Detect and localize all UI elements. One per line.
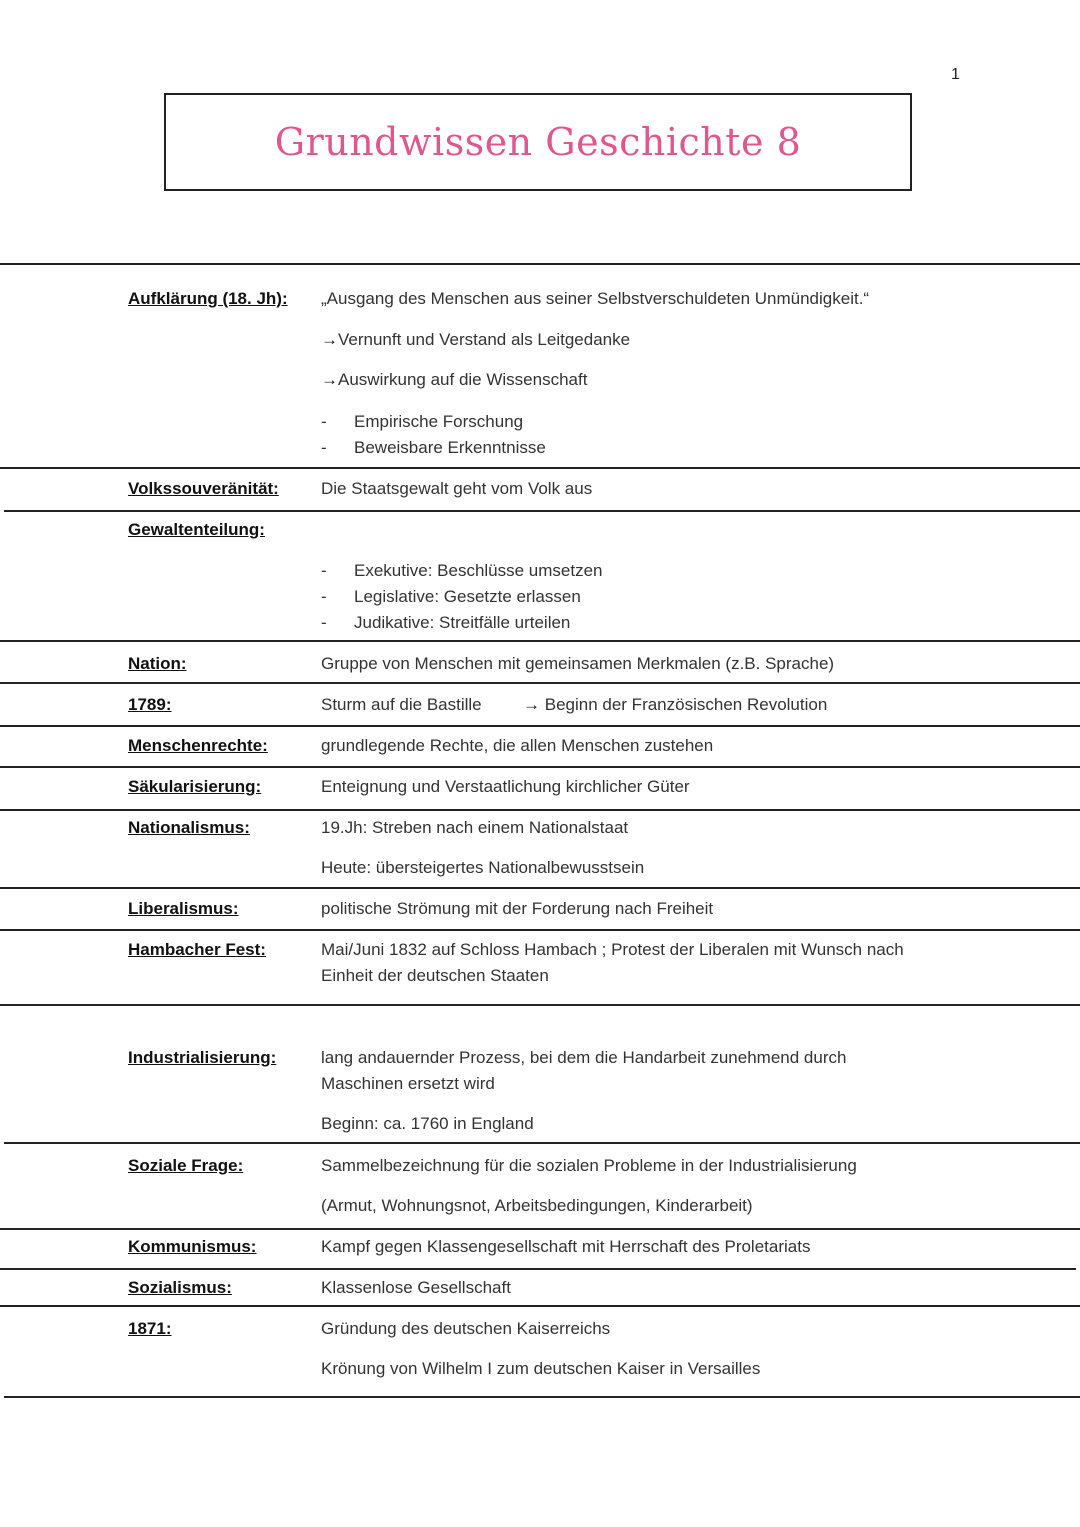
- dash-bullet-icon: -: [321, 587, 327, 606]
- definition-text: Beginn: ca. 1760 in England: [321, 1114, 534, 1133]
- term-saekularisierung: Säkularisierung:: [128, 777, 262, 796]
- definition-text: grundlegende Rechte, die allen Menschen zustehen: [321, 736, 714, 755]
- dash-bullet-icon: -: [321, 412, 327, 431]
- definition-text: Gründung des deutschen Kaiserreichs: [321, 1319, 611, 1338]
- term-1789: 1789:: [128, 695, 172, 714]
- divider: [0, 640, 1080, 642]
- term-soziale-frage: Soziale Frage:: [128, 1156, 244, 1175]
- divider: [0, 887, 1080, 889]
- definition-text: Mai/Juni 1832 auf Schloss Hambach ; Protest der Liberalen mit Wunsch nach: [321, 940, 904, 959]
- definition-text: Vernunft und Verstand als Leitgedanke: [338, 330, 631, 349]
- term-aufklaerung: Aufklärung (18. Jh):: [128, 289, 288, 308]
- term-gewaltenteilung: Gewaltenteilung:: [128, 520, 265, 539]
- bullet-item: Empirische Forschung: [354, 412, 524, 431]
- divider: [0, 682, 1080, 684]
- arrow-right-icon: →: [321, 330, 338, 349]
- divider: [0, 1004, 1080, 1006]
- term-industrialisierung: Industrialisierung:: [128, 1048, 277, 1067]
- title-box: [164, 93, 912, 191]
- divider: [0, 467, 1080, 469]
- divider: [0, 929, 1080, 931]
- definition-point: [321, 330, 630, 350]
- bullet-item: Legislative: Gesetzte erlassen: [354, 587, 581, 606]
- term-liberalismus: Liberalismus:: [128, 899, 239, 918]
- definition-text: Sammelbezeichnung für die sozialen Probleme in der Industrialisierung: [321, 1156, 857, 1175]
- divider: [0, 1305, 1080, 1307]
- definition-result: [523, 695, 827, 715]
- term-menschenrechte: Menschenrechte:: [128, 736, 268, 755]
- definition-text: politische Strömung mit der Forderung nach Freiheit: [321, 899, 714, 918]
- definition-text: lang andauernder Prozess, bei dem die Handarbeit zunehmend durch: [321, 1048, 847, 1067]
- term-nation: Nation:: [128, 654, 187, 673]
- bullet-item: Beweisbare Erkenntnisse: [354, 438, 546, 457]
- definition-text: Einheit der deutschen Staaten: [321, 966, 549, 985]
- page-number: 1: [951, 66, 960, 83]
- page-title: Grundwissen Geschichte 8: [274, 120, 802, 164]
- divider: [4, 1396, 1080, 1398]
- arrow-right-icon: →: [523, 695, 540, 714]
- term-1871: 1871:: [128, 1319, 172, 1338]
- definition-quote: „Ausgang des Menschen aus seiner Selbstverschuldeten Unmündigkeit.“: [321, 289, 870, 308]
- divider: [0, 766, 1080, 768]
- dash-bullet-icon: -: [321, 613, 327, 632]
- term-sozialismus: Sozialismus:: [128, 1278, 232, 1297]
- term-nationalismus: Nationalismus:: [128, 818, 250, 837]
- definition-text: Sturm auf die Bastille: [321, 695, 482, 714]
- term-hambacher-fest: Hambacher Fest:: [128, 940, 266, 959]
- definition-text: Krönung von Wilhelm I zum deutschen Kaiser in Versailles: [321, 1359, 761, 1378]
- definition-text: Die Staatsgewalt geht vom Volk aus: [321, 479, 593, 498]
- divider: [0, 809, 1080, 811]
- definition-text: Kampf gegen Klassengesellschaft mit Herrschaft des Proletariats: [321, 1237, 811, 1256]
- dash-bullet-icon: -: [321, 561, 327, 580]
- dash-bullet-icon: -: [321, 438, 327, 457]
- divider: [4, 1142, 1080, 1144]
- definition-text: Heute: übersteigertes Nationalbewusstsein: [321, 858, 645, 877]
- divider: [0, 1228, 1080, 1230]
- definition-text: 19.Jh: Streben nach einem Nationalstaat: [321, 818, 629, 837]
- arrow-right-icon: →: [321, 370, 338, 389]
- definition-text: Maschinen ersetzt wird: [321, 1074, 495, 1093]
- bullet-item: Exekutive: Beschlüsse umsetzen: [354, 561, 603, 580]
- definition-text: Gruppe von Menschen mit gemeinsamen Merkmalen (z.B. Sprache): [321, 654, 835, 673]
- definition-text: Auswirkung auf die Wissenschaft: [338, 370, 588, 389]
- definition-text: Beginn der Französischen Revolution: [544, 695, 828, 714]
- definition-text: Enteignung und Verstaatlichung kirchlicher Güter: [321, 777, 690, 796]
- definition-text: Klassenlose Gesellschaft: [321, 1278, 511, 1297]
- definition-text: (Armut, Wohnungsnot, Arbeitsbedingungen, Kinderarbeit): [321, 1196, 753, 1215]
- divider: [0, 263, 1080, 265]
- bullet-item: Judikative: Streitfälle urteilen: [354, 613, 571, 632]
- term-kommunismus: Kommunismus:: [128, 1237, 257, 1256]
- term-volkssouveraenitaet: Volkssouveränität:: [128, 479, 279, 498]
- divider: [0, 1268, 1076, 1270]
- divider: [0, 725, 1080, 727]
- definition-point: [321, 370, 587, 390]
- divider: [4, 510, 1080, 512]
